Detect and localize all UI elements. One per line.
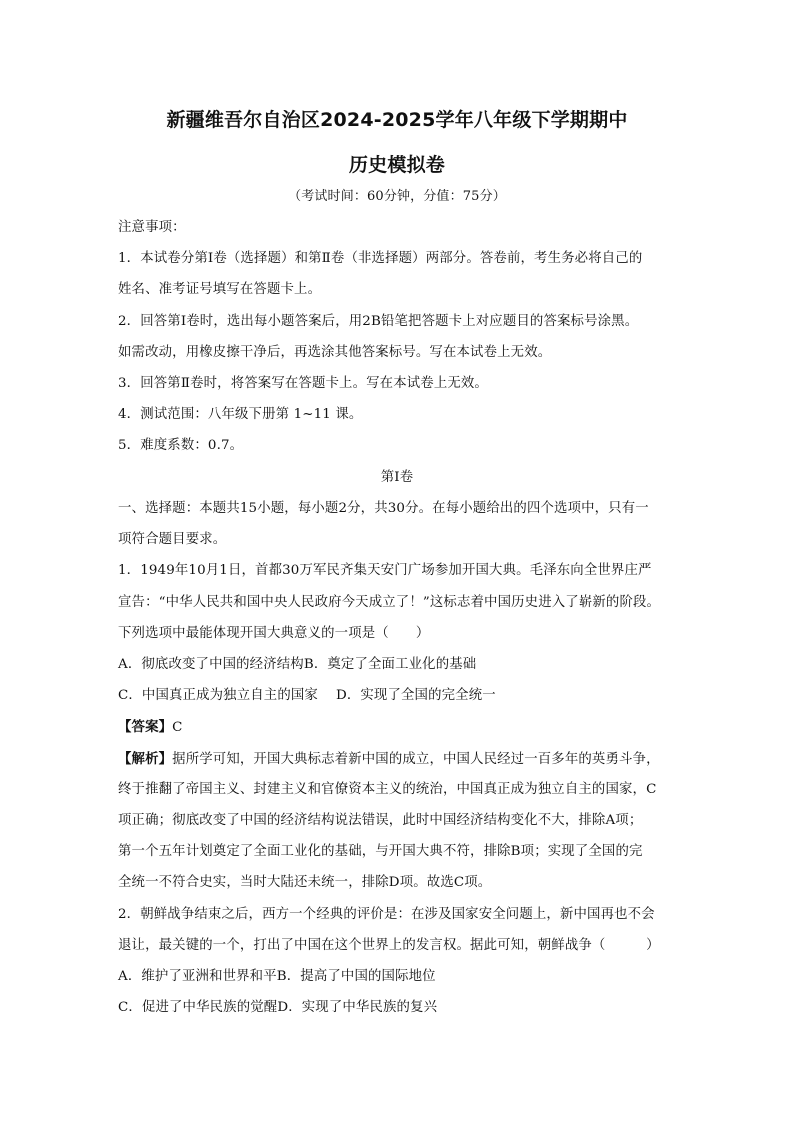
notes-line-7: 5．难度系数：0.7。 <box>118 438 244 453</box>
notes-line-5: 3．回答第Ⅱ卷时，将答案写在答题卡上。写在本试卷上无效。 <box>118 376 488 391</box>
exam-subtitle: 历史模拟卷 <box>348 154 445 176</box>
answer-value: C <box>172 720 183 735</box>
q1-option-d[interactable]: D．实现了全国的完全统一 <box>335 688 496 703</box>
q1-analysis-4: 第一个五年计划奠定了全面工业化的基础，与开国大典不符，排除B项；实现了全国的完 <box>118 844 643 859</box>
q2-option-b[interactable]: B．提高了中国的国际地位 <box>276 969 436 984</box>
analysis-text: 据所学可知，开国大典标志着新中国的成立，中国人民经过一百多年的英勇斗争， <box>172 752 660 767</box>
q2-options-row-1 <box>118 968 436 986</box>
q1-option-a[interactable]: A．彻底改变了中国的经济结构 <box>118 657 304 672</box>
q1-stem-3: 下列选项中最能体现开国大典意义的一项是（ ） <box>118 626 430 641</box>
q2-stem-2: 退让，最关键的一个，打出了中国在这个世界上的发言权。据此可知，朝鲜战争（ ） <box>118 938 660 953</box>
q2-options-row-2 <box>118 999 437 1017</box>
answer-label: 【答案】 <box>118 719 173 735</box>
q2-option-c[interactable]: C．促进了中华民族的觉醒 <box>118 1000 278 1015</box>
q1-analysis-3: 项正确；彻底改变了中国的经济结构说法错误，此时中国经济结构变化不大，排除A项； <box>118 813 643 828</box>
section-title: 第Ⅰ卷 <box>380 470 414 485</box>
q1-analysis-2: 终于推翻了帝国主义、封建主义和官僚资本主义的统治，中国真正成为独立自主的国家，C <box>118 782 657 797</box>
q1-stem-1: 1．1949年10月1日，首都30万军民齐集天安门广场参加开国大典。毛泽东向全世界庄严 <box>118 563 652 578</box>
q1-analysis-1 <box>118 750 660 769</box>
q1-stem-2: 宣告：“中华人民共和国中央人民政府今天成立了！”这标志着中国历史进入了崭新的阶段。 <box>118 595 661 610</box>
q2-option-d[interactable]: D．实现了中华民族的复兴 <box>277 1000 438 1015</box>
q1-options-row-1 <box>118 656 476 674</box>
notes-line-6: 4．测试范围：八年级下册第 1~11 课。 <box>118 407 363 422</box>
analysis-label: 【解析】 <box>118 751 173 767</box>
notes-heading: 注意事项： <box>118 220 186 235</box>
section-instructions-1: 一、选择题：本题共15小题，每小题2分，共30分。在每小题给出的四个选项中，只有一 <box>118 501 649 516</box>
notes-line-1: 1．本试卷分第Ⅰ卷（选择题）和第Ⅱ卷（非选择题）两部分。答卷前，考生务必将自己的 <box>118 251 643 266</box>
q1-answer <box>118 718 183 737</box>
notes-line-4: 如需改动，用橡皮擦干净后，再选涂其他答案标号。写在本试卷上无效。 <box>118 345 552 360</box>
notes-line-3: 2．回答第Ⅰ卷时，选出每小题答案后，用2B铅笔把答题卡上对应题目的答案标号涂黑。 <box>118 314 639 329</box>
q1-options-row-2 <box>118 687 496 705</box>
q2-option-a[interactable]: A．维护了亚洲和世界和平 <box>118 969 277 984</box>
exam-title: 新疆维吾尔自治区2024-2025学年八年级下学期期中 <box>166 109 628 131</box>
q1-option-b[interactable]: B．奠定了全面工业化的基础 <box>303 657 477 672</box>
section-instructions-2: 项符合题目要求。 <box>118 532 227 547</box>
q2-stem-1: 2．朝鲜战争结束之后，西方一个经典的评价是：在涉及国家安全问题上，新中国再也不会 <box>118 907 655 922</box>
notes-line-2: 姓名、准考证号填写在答题卡上。 <box>118 282 322 297</box>
q1-analysis-5: 全统一不符合史实，当时大陆还未统一，排除D项。故选C项。 <box>118 875 492 890</box>
exam-info: （考试时间：60分钟，分值：75分） <box>288 189 506 204</box>
q1-option-c[interactable]: C．中国真正成为独立自主的国家 <box>118 688 318 703</box>
